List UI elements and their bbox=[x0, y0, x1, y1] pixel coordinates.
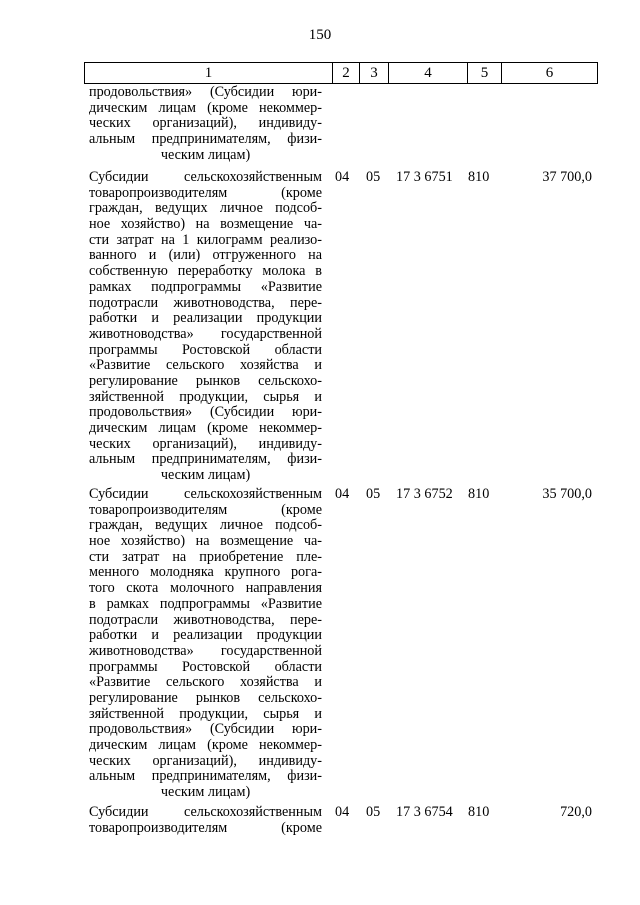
row-3-subsection: 05 bbox=[366, 804, 381, 820]
desc-line: продовольствия» (Субсидии юри- bbox=[89, 721, 322, 738]
row-3-description bbox=[89, 805, 322, 836]
row-2-target-article: 17 3 6752 bbox=[396, 486, 453, 502]
desc-line: регулирование рынков сельскохо- bbox=[89, 372, 322, 389]
header-col-4: 4 bbox=[389, 63, 468, 83]
row-3-amount: 720,0 bbox=[560, 804, 592, 820]
desc-line: сти затрат на приобретение пле- bbox=[89, 548, 322, 565]
desc-line: продовольствия» (Субсидии юри- bbox=[89, 404, 322, 421]
header-col-3: 3 bbox=[360, 63, 389, 83]
desc-line: ческих организаций), индивиду- bbox=[89, 115, 322, 132]
header-col-2: 2 bbox=[333, 63, 360, 83]
row-2-subsection: 05 bbox=[366, 486, 381, 502]
desc-line: регулирование рынков сельскохо- bbox=[89, 689, 322, 706]
desc-line: товаропроизводителям (кроме bbox=[89, 501, 322, 518]
desc-line: работки и реализации продукции bbox=[89, 310, 322, 327]
desc-line: товаропроизводителям (кроме bbox=[89, 184, 322, 201]
desc-line: подотрасли животноводства, пере- bbox=[89, 294, 322, 311]
row-3-expense-type: 810 bbox=[468, 804, 490, 820]
row-2-expense-type: 810 bbox=[468, 486, 490, 502]
desc-line: продовольствия» (Субсидии юри- bbox=[89, 84, 322, 100]
desc-line: дическим лицам (кроме некоммер- bbox=[89, 737, 322, 753]
desc-line: животноводства» государственной bbox=[89, 325, 322, 342]
desc-line: альным предпринимателям, физи- bbox=[89, 768, 322, 785]
desc-line: альным предпринимателям, физи- bbox=[89, 131, 322, 148]
row-2-description bbox=[89, 487, 322, 801]
desc-line: Субсидии сельскохозяйственным bbox=[89, 169, 322, 185]
desc-line: ное хозяйство) на возмещение ча- bbox=[89, 533, 322, 550]
desc-line: менного молодняка крупного рога- bbox=[89, 564, 322, 581]
desc-line: зяйственной продукции, сырья и bbox=[89, 388, 322, 405]
row-2-amount: 35 700,0 bbox=[542, 486, 592, 502]
row-2-section: 04 bbox=[335, 486, 350, 502]
desc-line: дическим лицам (кроме некоммер- bbox=[89, 420, 322, 436]
desc-line: ческих организаций), индивиду- bbox=[89, 752, 322, 769]
desc-line: дическим лицам (кроме некоммер- bbox=[89, 99, 322, 116]
header-col-5: 5 bbox=[468, 63, 502, 83]
desc-line: «Развитие сельского хозяйства и bbox=[89, 674, 322, 691]
desc-line: программы Ростовской области bbox=[89, 658, 322, 675]
desc-line: ческих организаций), индивиду- bbox=[89, 435, 322, 452]
row-1-target-article: 17 3 6751 bbox=[396, 169, 453, 185]
desc-line: рамках подпрограммы «Развитие bbox=[89, 278, 322, 295]
desc-line: граждан, ведущих личное подсоб- bbox=[89, 517, 322, 534]
desc-line: того скота молочного направления bbox=[89, 580, 322, 597]
desc-line: ческим лицам) bbox=[160, 467, 251, 484]
row-1-expense-type: 810 bbox=[468, 169, 490, 185]
desc-line: Субсидии сельскохозяйственным bbox=[89, 804, 322, 820]
desc-line: ческим лицам) bbox=[160, 146, 251, 163]
desc-line: товаропроизводителям (кроме bbox=[89, 819, 322, 836]
row-1-section: 04 bbox=[335, 169, 350, 185]
desc-line: программы Ростовской области bbox=[89, 341, 322, 358]
desc-line: в рамках подпрограммы «Развитие bbox=[89, 595, 322, 612]
row-1-description bbox=[89, 170, 322, 484]
desc-line: зяйственной продукции, сырья и bbox=[89, 705, 322, 722]
desc-line: ванного и (или) отгруженного на bbox=[89, 247, 322, 264]
continued-description bbox=[89, 85, 322, 163]
desc-line: ное хозяйство) на возмещение ча- bbox=[89, 216, 322, 233]
desc-line: животноводства» государственной bbox=[89, 642, 322, 659]
page-number: 150 bbox=[308, 27, 332, 43]
desc-line: «Развитие сельского хозяйства и bbox=[89, 357, 322, 374]
row-3-target-article: 17 3 6754 bbox=[396, 804, 453, 820]
row-1-amount: 37 700,0 bbox=[542, 169, 592, 185]
header-col-1: 1 bbox=[85, 63, 333, 83]
desc-line: собственную переработку молока в bbox=[89, 263, 322, 280]
desc-line: работки и реализации продукции bbox=[89, 627, 322, 644]
row-3-section: 04 bbox=[335, 804, 350, 820]
table-header bbox=[84, 62, 598, 84]
desc-line: граждан, ведущих личное подсоб- bbox=[89, 200, 322, 217]
desc-line: Субсидии сельскохозяйственным bbox=[89, 486, 322, 502]
desc-line: сти затрат на 1 килограмм реализо- bbox=[89, 231, 322, 248]
row-1-subsection: 05 bbox=[366, 169, 381, 185]
desc-line: ческим лицам) bbox=[160, 784, 251, 801]
header-col-6: 6 bbox=[545, 65, 554, 81]
desc-line: альным предпринимателям, физи- bbox=[89, 451, 322, 468]
desc-line: подотрасли животноводства, пере- bbox=[89, 611, 322, 628]
